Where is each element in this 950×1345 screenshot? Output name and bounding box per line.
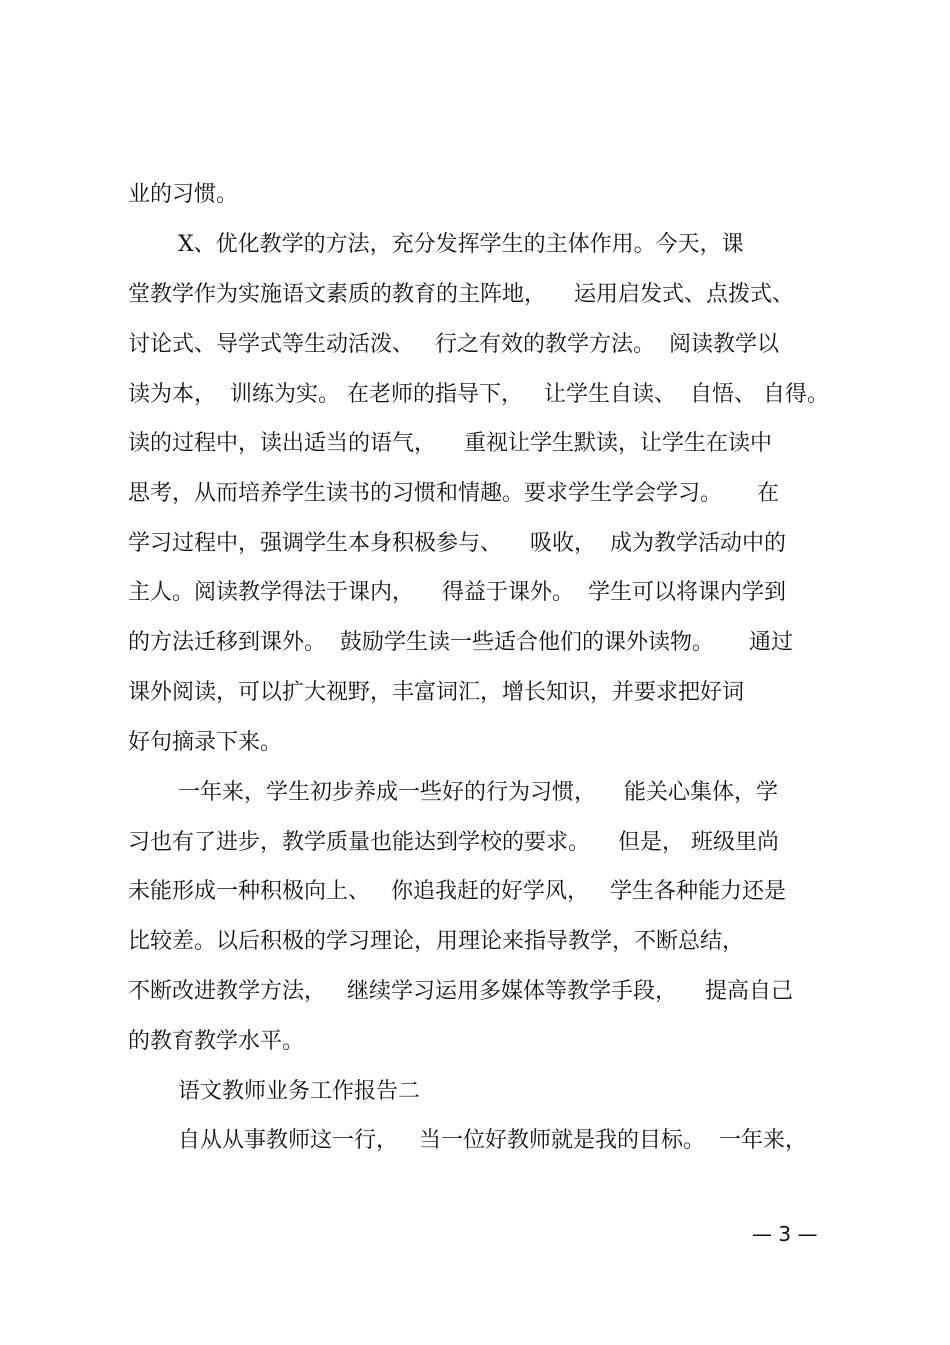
text-line: X、优化教学的方法，充分发挥学生的主体作用。今天，课: [178, 232, 744, 257]
text-line: 不断改进教学方法， 继续学习运用多媒体等教学手段， 提高自己: [128, 979, 793, 1004]
text-line: 业的习惯。: [128, 182, 239, 207]
text-line: 的教育教学水平。: [128, 1029, 305, 1054]
text-line: 思考，从而培养学生读书的习惯和情趣。要求学生学会学习。 在: [128, 481, 779, 506]
text-line: 读的过程中，读出适当的语气， 重视让学生默读，让学生在读中: [128, 431, 772, 456]
text-line: 习也有了进步，教学质量也能达到学校的要求。 但是， 班级里尚: [128, 830, 779, 855]
text-line: 好句摘录下来。: [128, 730, 283, 755]
page-number: — 3 —: [752, 1222, 818, 1246]
text-line: 讨论式、导学式等生动活泼、 行之有效的教学方法。 阅读教学以: [128, 332, 779, 357]
section-heading: 语文教师业务工作报告二: [178, 1079, 421, 1104]
text-line: 比较差。以后积极的学习理论，用理论来指导教学，不断总结，: [128, 929, 745, 954]
text-line: 主人。阅读教学得法于课内， 得益于课外。 学生可以将课内学到: [128, 580, 786, 605]
text-line: 的方法迁移到课外。 鼓励学生读一些适合他们的课外读物。 通过: [128, 630, 793, 655]
text-line: 自从从事教师这一行， 当一位好教师就是我的目标。 一年来，: [178, 1128, 807, 1153]
text-line: 学习过程中，强调学生本身积极参与、 吸收， 成为教学活动中的: [128, 531, 786, 556]
text-line: 读为本， 训练为实。 在老师的指导下， 让学生自读、 自悟、 自得。: [128, 382, 829, 407]
text-line: 一年来，学生初步养成一些好的行为习惯， 能关心集体，学: [178, 780, 778, 805]
text-line: 课外阅读，可以扩大视野，丰富词汇，增长知识，并要求把好词: [128, 680, 745, 705]
text-line: 堂教学作为实施语文素质的教育的主阵地， 运用启发式、点拨式、: [128, 282, 794, 307]
text-line: 未能形成一种积极向上、 你追我赶的好学风， 学生各种能力还是: [128, 879, 786, 904]
